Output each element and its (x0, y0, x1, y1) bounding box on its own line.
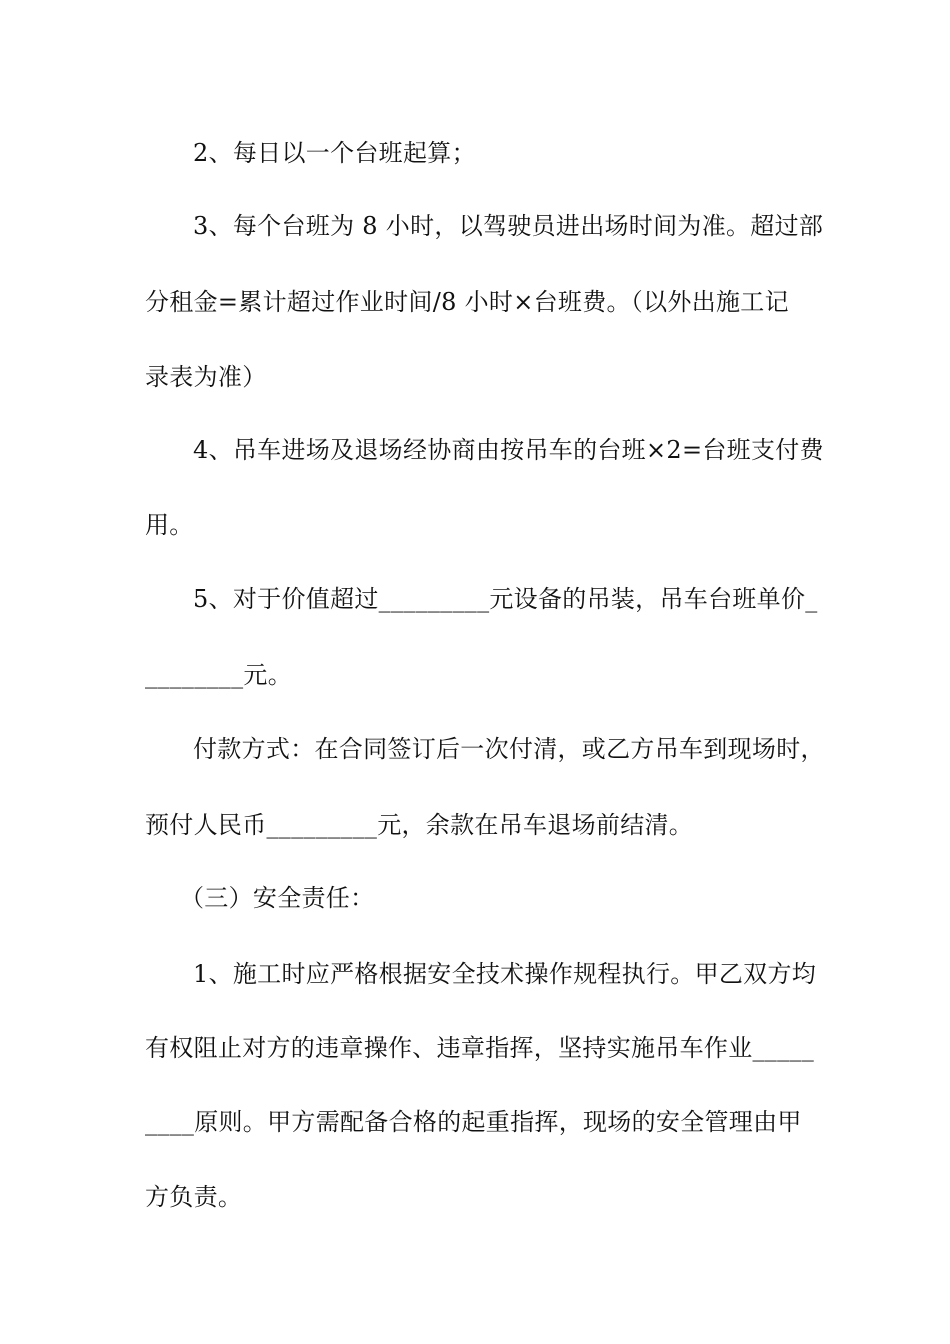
paragraph-line-8: ________元。 (145, 661, 292, 689)
paragraph-line-1: 2、每日以一个台班起算； (193, 139, 476, 167)
paragraph-line-5: 4、吊车进场及退场经协商由按吊车的台班×2=台班支付费 (193, 436, 824, 464)
section-heading: （三）安全责任： (180, 884, 375, 912)
safety-line-4: 方负责。 (145, 1183, 243, 1211)
safety-line-3: ____原则。甲方需配备合格的起重指挥，现场的安全管理由甲 (145, 1108, 802, 1136)
payment-method-line-1: 付款方式：在合同签订后一次付清，或乙方吊车到现场时， (193, 735, 825, 763)
paragraph-line-4: 录表为准） (145, 363, 267, 391)
paragraph-line-2: 3、每个台班为 8 小时，以驾驶员进出场时间为准。超过部 (193, 212, 824, 240)
payment-method-line-2: 预付人民币_________元，余款在吊车退场前结清。 (145, 811, 694, 839)
paragraph-line-6: 用。 (145, 511, 194, 539)
safety-line-2: 有权阻止对方的违章操作、违章指挥，坚持实施吊车作业_____ (145, 1034, 814, 1062)
paragraph-line-7: 5、对于价值超过_________元设备的吊装，吊车台班单价_ (193, 585, 818, 613)
safety-line-1: 1、施工时应严格根据安全技术操作规程执行。甲乙双方均 (193, 960, 817, 988)
paragraph-line-3: 分租金=累计超过作业时间/8 小时×台班费。（以外出施工记 (145, 288, 789, 316)
